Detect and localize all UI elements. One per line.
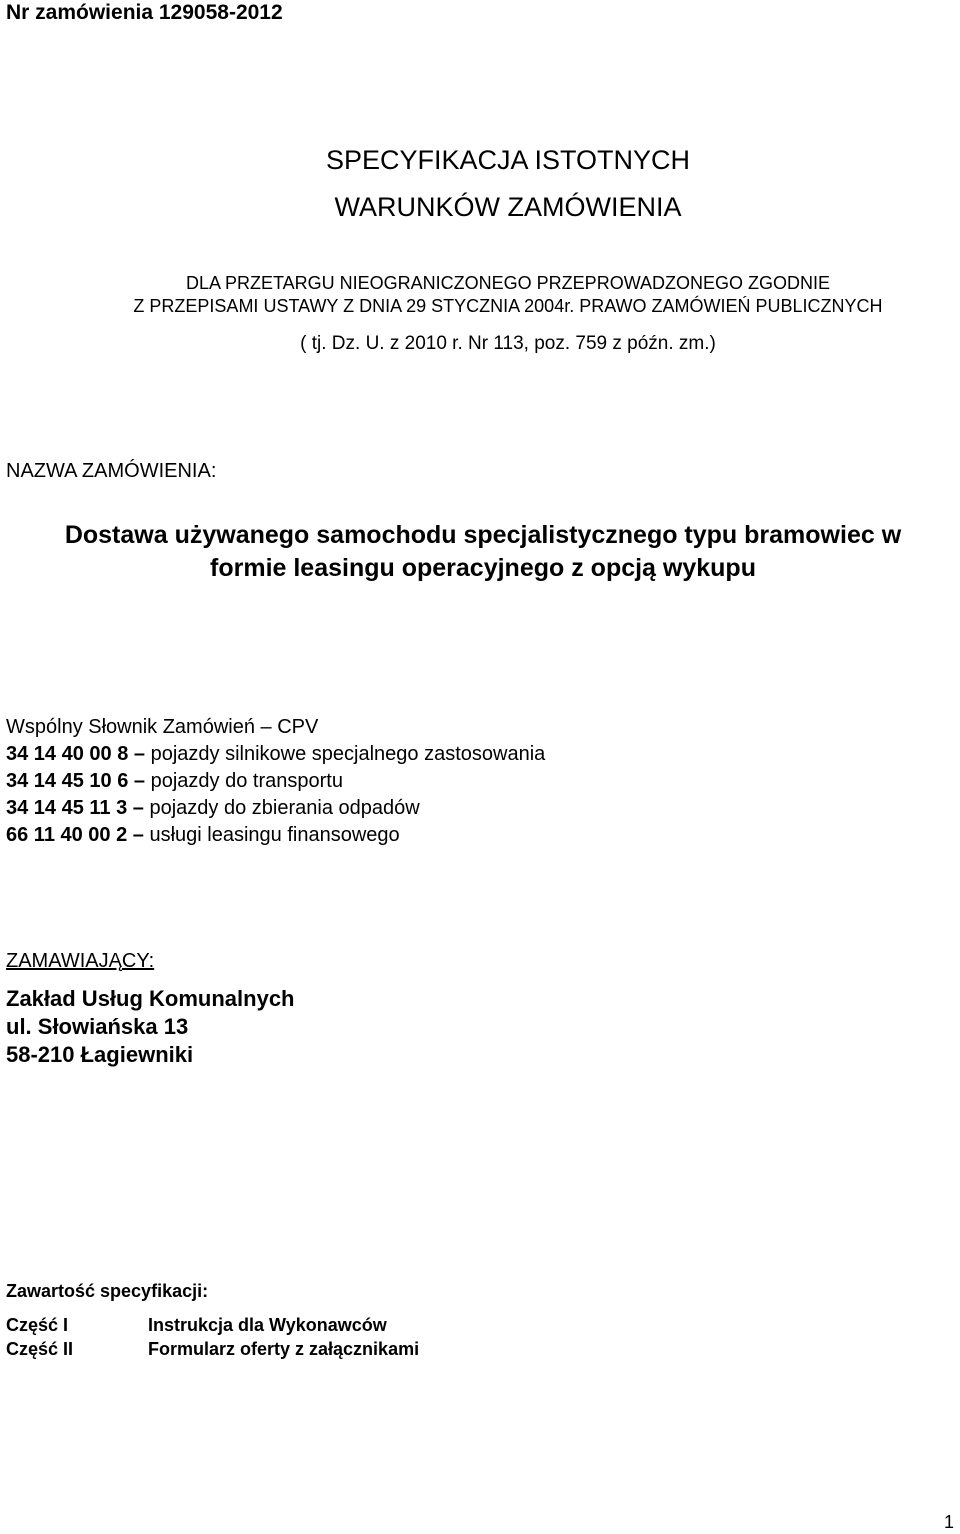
legal-basis-line-2: Z PRZEPISAMI USTAWY Z DNIA 29 STYCZNIA 2004r. PRAWO ZAMÓWIEŃ PUBLICZNYCH	[133, 296, 883, 316]
buyer-city: 58-210 Łagiewniki	[6, 1042, 194, 1067]
cpv-heading: Wspólny Słownik Zamówień – CPV	[6, 716, 319, 738]
order-description-line-2: formie leasingu operacyjnego z opcją wykupu	[210, 554, 756, 582]
part-number: Część I	[6, 1315, 69, 1335]
order-name-label: NAZWA ZAMÓWIENIA:	[6, 460, 217, 482]
cpv-description: pojazdy do transportu	[150, 770, 343, 792]
order-description	[0, 519, 960, 585]
cpv-description: usługi leasingu finansowego	[149, 824, 400, 846]
order-number: Nr zamówienia 129058-2012	[6, 1, 283, 24]
order-description-line-1: Dostawa używanego samochodu specjalistycznego typu bramowiec w	[64, 521, 902, 549]
part-number: Część II	[6, 1339, 74, 1359]
buyer-label: ZAMAWIAJĄCY:	[6, 950, 155, 972]
cpv-item	[6, 741, 545, 768]
contents-item	[6, 1337, 419, 1361]
cpv-dash: –	[133, 743, 146, 765]
document-title-line-2: WARUNKÓW ZAMÓWIENIA	[334, 192, 682, 222]
cpv-description: pojazdy silnikowe specjalnego zastosowania	[150, 743, 546, 765]
cpv-section	[6, 714, 545, 849]
cpv-code: 66 11 40 00 2	[6, 824, 128, 846]
cpv-code: 34 14 45 10 6	[6, 770, 129, 792]
cpv-code: 34 14 45 11 3	[6, 797, 128, 819]
document-title-line-1: SPECYFIKACJA ISTOTNYCH	[325, 145, 691, 175]
legal-basis-line-3: ( tj. Dz. U. z 2010 r. Nr 113, poz. 759 z późn. zm.)	[300, 333, 716, 354]
buyer-name: Zakład Usług Komunalnych	[6, 986, 295, 1011]
part-title: Instrukcja dla Wykonawców	[148, 1315, 387, 1335]
cpv-code: 34 14 40 00 8	[6, 743, 129, 765]
buyer-street: ul. Słowiańska 13	[6, 1014, 189, 1039]
cpv-item	[6, 795, 545, 822]
buyer-address	[6, 985, 295, 1069]
cpv-item	[6, 822, 545, 849]
cpv-dash: –	[133, 770, 146, 792]
legal-basis-line-1: DLA PRZETARGU NIEOGRANICZONEGO PRZEPROWADZONEGO ZGODNIE	[185, 273, 831, 293]
cpv-item	[6, 768, 545, 795]
contents-item	[6, 1313, 419, 1337]
part-title: Formularz oferty z załącznikami	[148, 1339, 420, 1359]
contents-list	[6, 1313, 419, 1361]
cpv-description: pojazdy do zbierania odpadów	[149, 797, 420, 819]
cpv-dash: –	[132, 824, 144, 846]
cpv-dash: –	[132, 797, 144, 819]
contents-label: Zawartość specyfikacji:	[6, 1281, 209, 1301]
page-number: 1	[944, 1512, 955, 1532]
